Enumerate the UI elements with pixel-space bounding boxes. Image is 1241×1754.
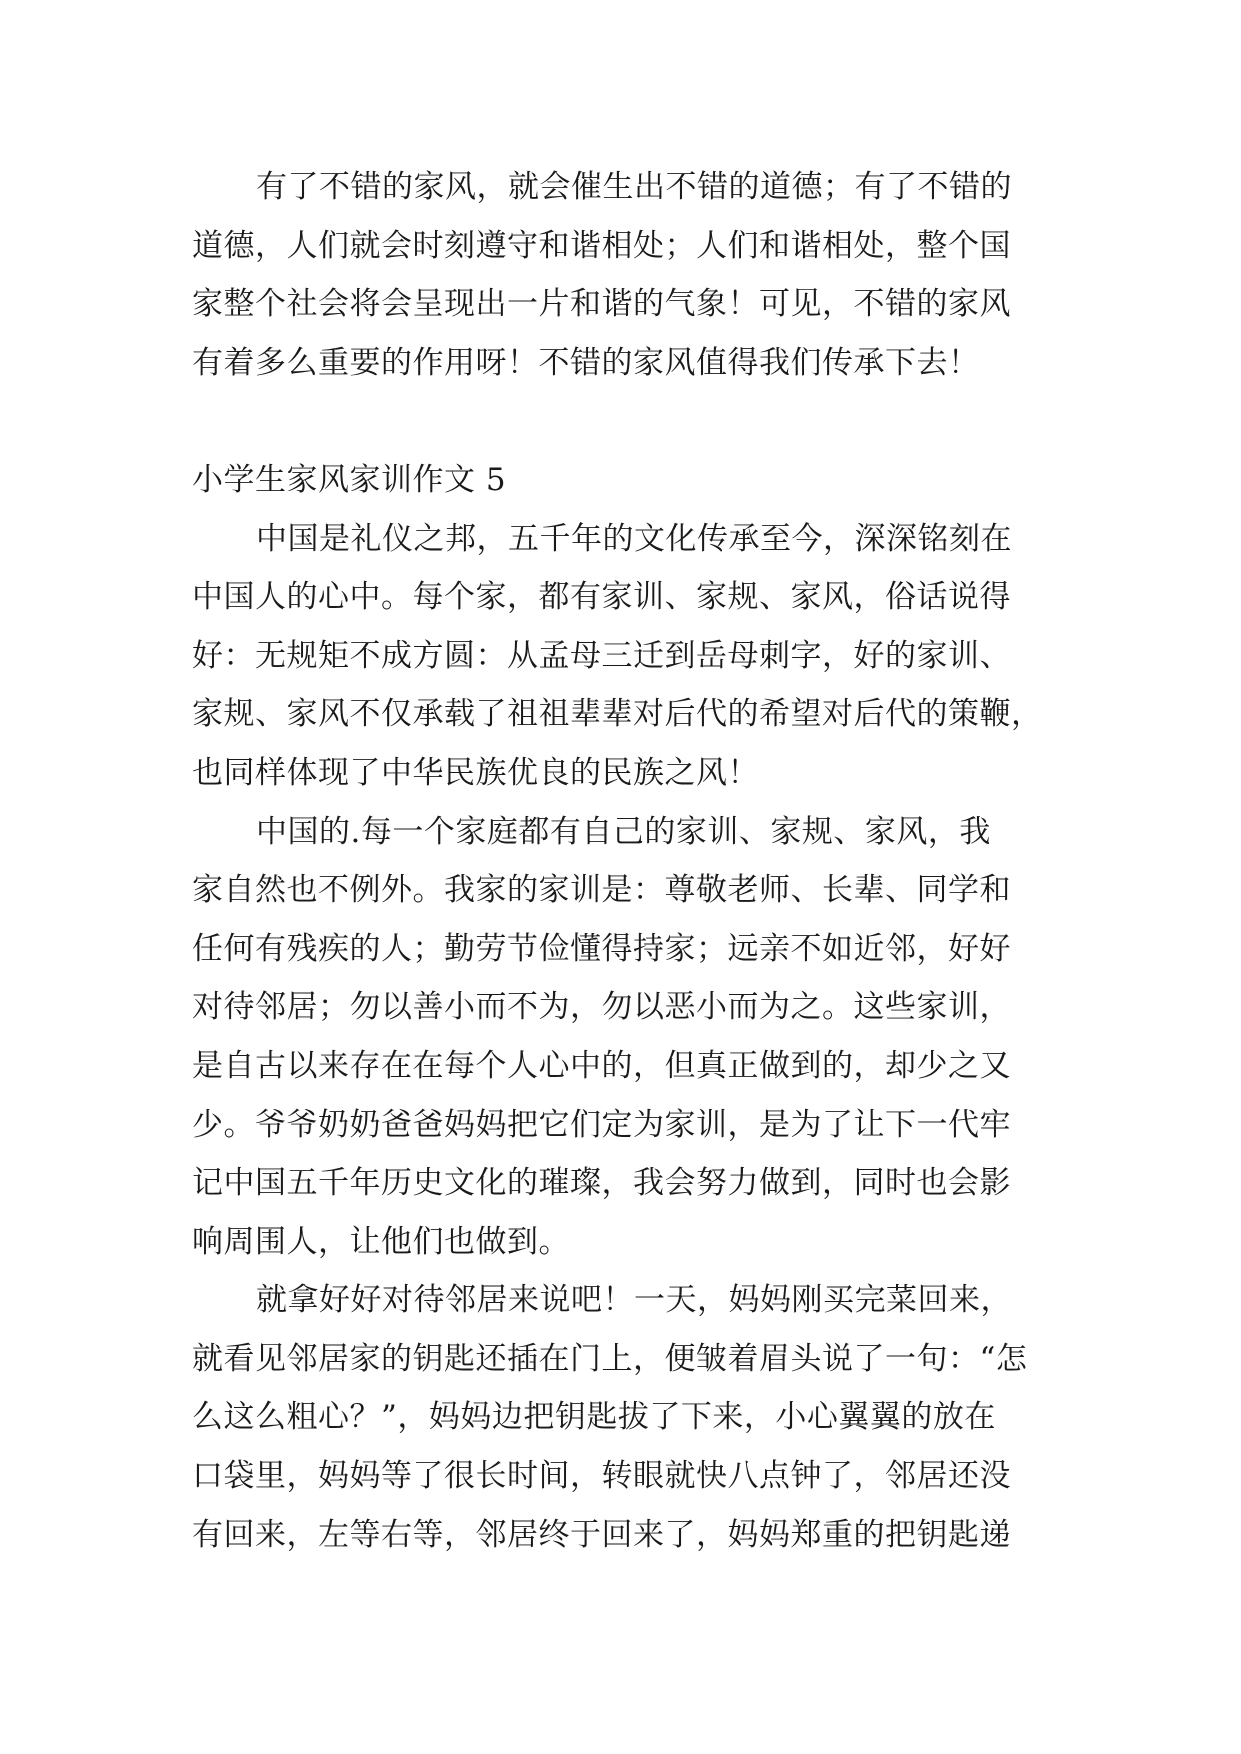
text-line: 任何有残疾的人；勤劳节俭懂得持家；远亲不如近邻，好好 (192, 930, 1011, 967)
text-line: 有了不错的家风，就会催生出不错的道德；有了不错的 (256, 169, 1012, 205)
paragraph-3 (192, 1271, 1050, 1564)
text-line: 就看见邻居家的钥匙还插在门上，便皱着眉头说了一句：“怎 (192, 1340, 1028, 1377)
text-line: 也同样体现了中华民族优良的民族之风！ (192, 754, 759, 791)
text-line: 记中国五千年历史文化的璀璨，我会努力做到，同时也会影 (192, 1165, 1011, 1202)
text-line: 有着多么重要的作用呀！不错的家风值得我们传承下去！ (192, 344, 980, 381)
text-line: 家自然也不例外。我家的家训是：尊敬老师、长辈、同学和 (192, 872, 1011, 909)
paragraph-block1 (192, 158, 1050, 392)
text-line: 是自古以来存在在每个人心中的，但真正做到的，却少之又 (192, 1047, 1011, 1084)
text-line: 口袋里，妈妈等了很长时间，转眼就快八点钟了，邻居还没 (192, 1458, 1011, 1495)
text-line: 好：无规矩不成方圆：从孟母三迁到岳母刺字，好的家训、 (192, 637, 1011, 674)
text-line: 少。爷爷奶奶爸爸妈妈把它们定为家训，是为了让下一代牢 (192, 1106, 1011, 1143)
text-line: 中国的.每一个家庭都有自己的家训、家规、家风，我 (256, 813, 991, 850)
document-body (192, 158, 1050, 1564)
text-line: 对待邻居；勿以善小而不为，勿以恶小而为之。这些家训， (192, 989, 1011, 1026)
section-title: 小学生家风家训作文 5 (192, 461, 507, 498)
text-line: 就拿好好对待邻居来说吧！一天，妈妈刚买完菜回来， (256, 1282, 1012, 1319)
text-line: 么这么粗心？”，妈妈边把钥匙拔了下来，小心翼翼的放在 (192, 1399, 996, 1436)
paragraph-1 (192, 510, 1050, 803)
text-line: 家规、家风不仅承载了祖祖辈辈对后代的希望对后代的策鞭， (192, 696, 1043, 733)
text-line: 有回来，左等右等，邻居终于回来了，妈妈郑重的把钥匙递 (192, 1516, 1011, 1553)
paragraph-gap (192, 392, 1050, 451)
text-line: 家整个社会将会呈现出一片和谐的气象！可见，不错的家风 (192, 286, 1011, 323)
text-line: 中国人的心中。每个家，都有家训、家规、家风，俗话说得 (192, 579, 1011, 616)
text-line: 道德，人们就会时刻遵守和谐相处；人们和谐相处，整个国 (192, 227, 1011, 264)
text-line: 中国是礼仪之邦，五千年的文化传承至今，深深铭刻在 (256, 520, 1012, 557)
text-line: 响周围人，让他们也做到。 (192, 1223, 570, 1260)
paragraph-2 (192, 803, 1050, 1272)
